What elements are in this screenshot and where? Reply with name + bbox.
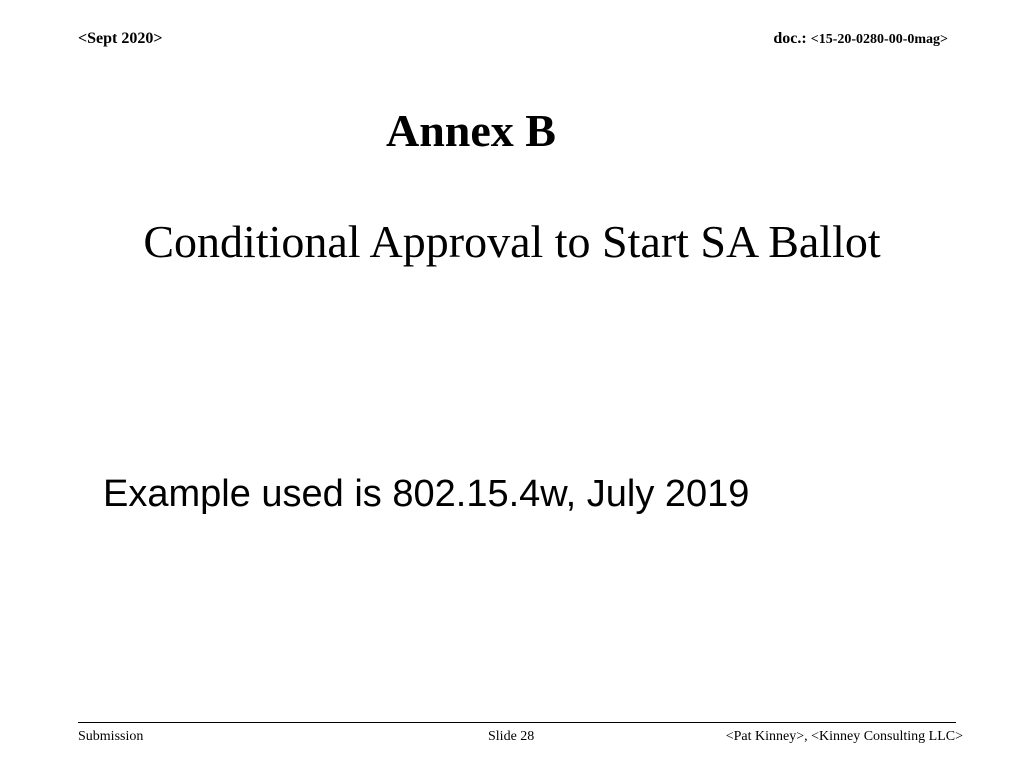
header-date: <Sept 2020> — [78, 30, 163, 47]
footer-slide-number: Slide 28 — [488, 729, 535, 744]
footer-divider — [78, 722, 956, 723]
header-doc-number: <15-20-0280-00-0mag> — [810, 32, 948, 47]
slide-title: Annex B — [386, 105, 556, 156]
header-doc-label: doc.: — [773, 30, 811, 47]
slide-body-text: Example used is 802.15.4w, July 2019 — [103, 473, 750, 515]
footer-author: <Pat Kinney>, <Kinney Consulting LLC> — [725, 729, 963, 744]
footer-submission: Submission — [78, 729, 144, 744]
slide-subtitle: Conditional Approval to Start SA Ballot — [143, 216, 881, 267]
header-doc-reference — [773, 29, 948, 50]
